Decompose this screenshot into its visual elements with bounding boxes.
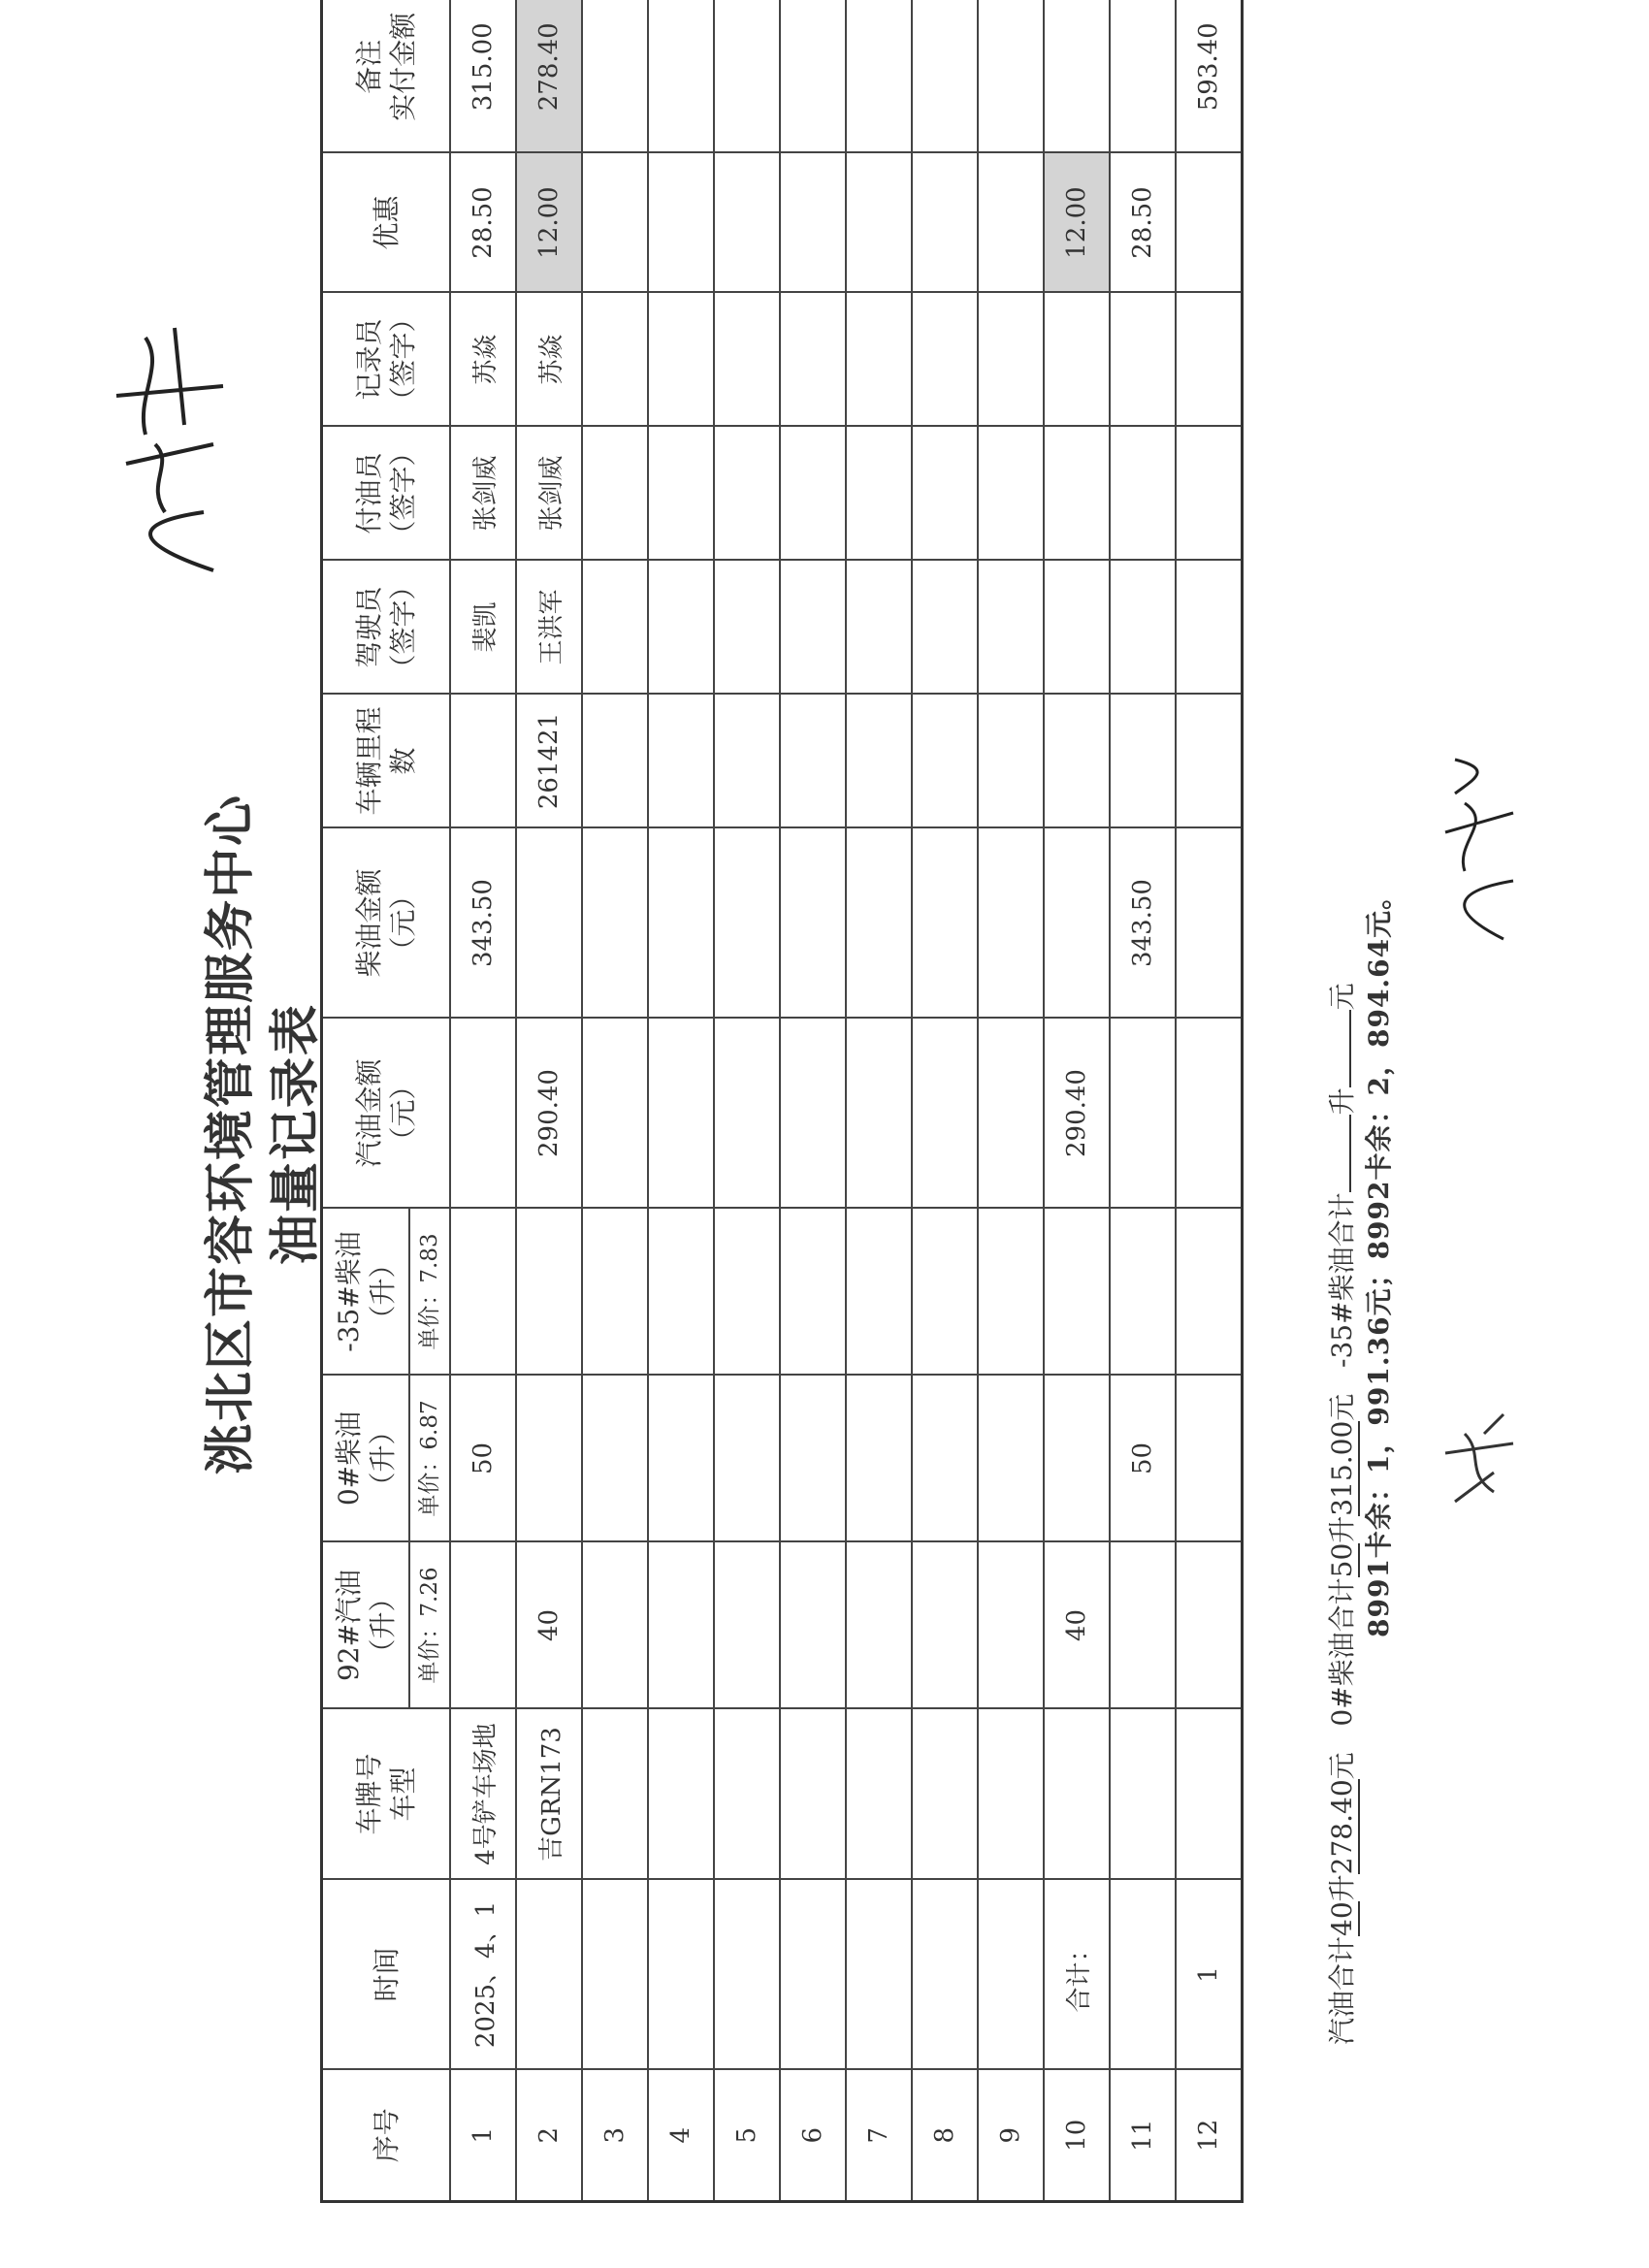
header-remark-label: 备注 实付金额 [353, 12, 419, 121]
cell-gas92 [450, 1542, 516, 1709]
cell-diesel0 [780, 1376, 846, 1542]
cell-driver [1176, 561, 1243, 695]
cell-fueler [582, 427, 648, 561]
cell-diesel0 [714, 1376, 780, 1542]
cell-gas92 [846, 1542, 912, 1709]
cell-diesel-amount [582, 828, 648, 1019]
cell-diesel35 [450, 1209, 516, 1376]
cell-time [714, 1880, 780, 2070]
cell-diesel0: 50 [1110, 1376, 1176, 1542]
cell-fueler [978, 427, 1044, 561]
cell-diesel-amount: 343.50 [450, 828, 516, 1019]
header-gas-amount-label: 汽油金额 （元） [353, 1058, 419, 1168]
table-row [516, 0, 582, 2202]
cell-plate [1176, 1709, 1243, 1880]
signature-bottom-right [1436, 755, 1523, 949]
cell-plate: 吉GRN173 [516, 1709, 582, 1880]
cell-driver [1110, 561, 1176, 695]
cell-fueler [1176, 427, 1243, 561]
cell-diesel35 [1176, 1209, 1243, 1376]
cell-remark [648, 0, 714, 153]
cell-discount: 12.00 [516, 153, 582, 293]
cell-recorder [714, 293, 780, 427]
cell-time [516, 1880, 582, 2070]
cell-recorder: 苏焱 [450, 293, 516, 427]
cell-gas-amount [780, 1019, 846, 1209]
cell-mileage [648, 695, 714, 828]
cell-diesel35 [912, 1209, 978, 1376]
cell-remark: 593.40 [1176, 0, 1243, 153]
cell-time [978, 1880, 1044, 2070]
org-title: 洮北区市容环境管理服务中心 [201, 794, 260, 1475]
cell-diesel-amount [978, 828, 1044, 1019]
cell-plate [780, 1709, 846, 1880]
cell-diesel-amount [1044, 828, 1110, 1019]
cell-plate [1044, 1709, 1110, 1880]
cell-gas92 [780, 1542, 846, 1709]
cell-plate [582, 1709, 648, 1880]
cell-diesel35 [516, 1209, 582, 1376]
footer-d0-yuan: 元 [1326, 1393, 1358, 1421]
header-time: 时间 [322, 1880, 451, 2070]
cell-recorder: 苏焱 [516, 293, 582, 427]
cell-diesel-amount [714, 828, 780, 1019]
cell-diesel35 [846, 1209, 912, 1376]
table-row [780, 0, 846, 2202]
cell-remark [1044, 0, 1110, 153]
cell-diesel35 [1110, 1209, 1176, 1376]
cell-diesel35 [714, 1209, 780, 1376]
cell-gas-amount [912, 1019, 978, 1209]
cell-driver [648, 561, 714, 695]
cell-plate [714, 1709, 780, 1880]
cell-discount [780, 153, 846, 293]
cell-gas-amount [978, 1019, 1044, 1209]
cell-gas92: 40 [1044, 1542, 1110, 1709]
cell-driver [978, 561, 1044, 695]
cell-seq: 8 [912, 2070, 978, 2202]
cell-gas-amount [846, 1019, 912, 1209]
footer-d0-label: 0#柴油合计 [1326, 1577, 1358, 1727]
cell-gas92 [714, 1542, 780, 1709]
cell-diesel-amount [912, 828, 978, 1019]
cell-diesel-amount [516, 828, 582, 1019]
cell-diesel-amount: 343.50 [1110, 828, 1176, 1019]
cell-time [780, 1880, 846, 2070]
cell-mileage [846, 695, 912, 828]
cell-mileage [1110, 695, 1176, 828]
cell-diesel0 [1176, 1376, 1243, 1542]
cell-diesel35 [582, 1209, 648, 1376]
fuel-record-table [320, 0, 1244, 2203]
cell-discount [1176, 153, 1243, 293]
cell-diesel-amount [846, 828, 912, 1019]
cell-remark [714, 0, 780, 153]
cell-gas-amount [582, 1019, 648, 1209]
cell-gas-amount [714, 1019, 780, 1209]
cell-discount [912, 153, 978, 293]
cell-diesel0 [516, 1376, 582, 1542]
cell-seq: 7 [846, 2070, 912, 2202]
cell-driver [582, 561, 648, 695]
table-row [450, 0, 516, 2202]
cell-diesel-amount [780, 828, 846, 1019]
cell-remark: 315.00 [450, 0, 516, 153]
cell-recorder [648, 293, 714, 427]
cell-diesel0 [648, 1376, 714, 1542]
cell-recorder [780, 293, 846, 427]
cell-driver [780, 561, 846, 695]
footer-d0-unit: 升 [1326, 1515, 1358, 1543]
header-diesel35-label: -35#柴油 （升） [333, 1231, 399, 1352]
cell-fueler [780, 427, 846, 561]
table-row [846, 0, 912, 2202]
cell-time [1110, 1880, 1176, 2070]
cell-driver [846, 561, 912, 695]
cell-gas-amount [450, 1019, 516, 1209]
table-row [1176, 0, 1243, 2202]
cell-seq: 3 [582, 2070, 648, 2202]
cell-fueler: 张剑威 [516, 427, 582, 561]
header-plate-label: 车牌号 车型 [353, 1753, 419, 1835]
cell-mileage [912, 695, 978, 828]
cell-fueler [912, 427, 978, 561]
cell-recorder [1044, 293, 1110, 427]
header-gas92-label: 92#汽油 （升） [333, 1569, 399, 1682]
cell-time [648, 1880, 714, 2070]
header-driver-label: 驾驶员 （签字） [353, 572, 419, 682]
cell-diesel0 [912, 1376, 978, 1542]
cell-remark [1110, 0, 1176, 153]
cell-mileage [978, 695, 1044, 828]
cell-diesel35 [1044, 1209, 1110, 1376]
cell-plate: 4号铲车场地 [450, 1709, 516, 1880]
cell-discount [846, 153, 912, 293]
cell-diesel0 [846, 1376, 912, 1542]
price-gas92: 单价：7.26 [409, 1542, 450, 1709]
footer-d35-liters-blank [1349, 1115, 1351, 1192]
cell-discount: 28.50 [450, 153, 516, 293]
cell-fueler [648, 427, 714, 561]
cell-diesel-amount [1176, 828, 1243, 1019]
cell-mileage [450, 695, 516, 828]
cell-seq: 2 [516, 2070, 582, 2202]
cell-recorder [846, 293, 912, 427]
cell-fueler: 张剑威 [450, 427, 516, 561]
cell-mileage [1176, 695, 1243, 828]
cell-driver [912, 561, 978, 695]
header-diesel-amount [322, 828, 451, 1019]
cell-fueler [714, 427, 780, 561]
cell-driver [714, 561, 780, 695]
cell-gas92 [648, 1542, 714, 1709]
cell-seq: 9 [978, 2070, 1044, 2202]
cell-driver: 王洪军 [516, 561, 582, 695]
footer-d35-amount-blank [1349, 1010, 1351, 1087]
table-row [582, 0, 648, 2202]
cell-seq: 10 [1044, 2070, 1110, 2202]
price-diesel35: 单价：7.83 [409, 1209, 450, 1376]
table-row [978, 0, 1044, 2202]
footer-gas-liters: 40 [1326, 1901, 1358, 1936]
cell-mileage [780, 695, 846, 828]
cell-diesel35 [648, 1209, 714, 1376]
cell-gas-amount [648, 1019, 714, 1209]
header-seq: 序号 [322, 2070, 451, 2202]
cell-diesel35 [978, 1209, 1044, 1376]
footer-gas-unit: 升 [1326, 1874, 1358, 1902]
header-recorder-label: 记录员 （签字） [353, 305, 419, 414]
cell-driver: 裴凯 [450, 561, 516, 695]
cell-mileage: 261421 [516, 695, 582, 828]
cell-gas92: 40 [516, 1542, 582, 1709]
cell-gas-amount [1176, 1019, 1243, 1209]
header-mileage [322, 695, 451, 828]
footer-balance: 8991卡余：1，991.36元；8992卡余：2，894.64元。 [1363, 881, 1395, 1637]
header-diesel-amount-label: 柴油金额 （元） [353, 868, 419, 978]
cell-gas-amount: 290.40 [516, 1019, 582, 1209]
footer-totals [1321, 983, 1360, 2045]
cell-seq: 1 [450, 2070, 516, 2202]
cell-mileage [714, 695, 780, 828]
cell-plate [912, 1709, 978, 1880]
cell-discount [978, 153, 1044, 293]
cell-plate [846, 1709, 912, 1880]
cell-remark: 278.40 [516, 0, 582, 153]
signature-top [107, 308, 233, 580]
cell-diesel0 [1044, 1376, 1110, 1542]
cell-seq: 12 [1176, 2070, 1243, 2202]
table-row [714, 0, 780, 2202]
cell-remark [582, 0, 648, 153]
cell-plate [978, 1709, 1044, 1880]
cell-fueler [1110, 427, 1176, 561]
table-row [912, 0, 978, 2202]
form-title: 油量记录表 [266, 1003, 325, 1266]
footer-d0-amount: 315.00 [1326, 1420, 1358, 1516]
cell-remark [846, 0, 912, 153]
footer-d35-unit: 升 [1326, 1087, 1358, 1116]
header-diesel0-label: 0#柴油 （升） [333, 1410, 399, 1507]
cell-diesel0 [978, 1376, 1044, 1542]
cell-gas92 [1176, 1542, 1243, 1709]
cell-diesel0: 50 [450, 1376, 516, 1542]
header-gas92 [322, 1542, 410, 1709]
cell-remark [912, 0, 978, 153]
cell-recorder [912, 293, 978, 427]
cell-seq: 11 [1110, 2070, 1176, 2202]
cell-plate [648, 1709, 714, 1880]
table-row [1110, 0, 1176, 2202]
footer-gas-amount: 278.40 [1326, 1779, 1358, 1875]
cell-time [846, 1880, 912, 2070]
footer-d35-label: -35#柴油合计 [1326, 1192, 1358, 1368]
cell-plate [1110, 1709, 1176, 1880]
header-discount: 优惠 [322, 153, 451, 293]
cell-recorder [1176, 293, 1243, 427]
cell-driver [1044, 561, 1110, 695]
signature-bottom-left [1436, 1405, 1523, 1511]
cell-seq: 6 [780, 2070, 846, 2202]
header-plate [322, 1709, 451, 1880]
cell-diesel0 [582, 1376, 648, 1542]
table-body [450, 0, 1243, 2202]
cell-gas92 [978, 1542, 1044, 1709]
cell-remark [780, 0, 846, 153]
cell-time [582, 1880, 648, 2070]
cell-seq: 4 [648, 2070, 714, 2202]
cell-discount [648, 153, 714, 293]
cell-gas92 [1110, 1542, 1176, 1709]
cell-recorder [978, 293, 1044, 427]
cell-gas92 [912, 1542, 978, 1709]
header-fueler-label: 付油员 （签字） [353, 438, 419, 548]
cell-discount: 28.50 [1110, 153, 1176, 293]
footer-gas-yuan: 元 [1326, 1752, 1358, 1780]
cell-time [912, 1880, 978, 2070]
cell-diesel35 [780, 1209, 846, 1376]
cell-recorder [1110, 293, 1176, 427]
table-row [648, 0, 714, 2202]
cell-time: 1 [1176, 1880, 1243, 2070]
cell-fueler [1044, 427, 1110, 561]
header-diesel35 [322, 1209, 410, 1376]
header-mileage-label: 车辆里程 数 [353, 706, 419, 816]
cell-mileage [1044, 695, 1110, 828]
header-recorder [322, 293, 451, 427]
price-diesel0: 单价：6.87 [409, 1376, 450, 1542]
footer-d0-liters: 50 [1326, 1542, 1358, 1578]
cell-time: 合计： [1044, 1880, 1110, 2070]
header-diesel0 [322, 1376, 410, 1542]
cell-discount: 12.00 [1044, 153, 1110, 293]
cell-gas92 [582, 1542, 648, 1709]
cell-fueler [846, 427, 912, 561]
cell-time: 2025、4、1 [450, 1880, 516, 2070]
cell-recorder [582, 293, 648, 427]
cell-remark [978, 0, 1044, 153]
cell-gas-amount: 290.40 [1044, 1019, 1110, 1209]
header-remark [322, 0, 451, 153]
cell-mileage [582, 695, 648, 828]
header-driver [322, 561, 451, 695]
cell-discount [714, 153, 780, 293]
footer-gas-label: 汽油合计 [1326, 1935, 1358, 2045]
cell-discount [582, 153, 648, 293]
header-gas-amount [322, 1019, 451, 1209]
cell-diesel-amount [648, 828, 714, 1019]
footer-d35-yuan: 元 [1326, 983, 1358, 1011]
header-fueler [322, 427, 451, 561]
cell-seq: 5 [714, 2070, 780, 2202]
cell-gas-amount [1110, 1019, 1176, 1209]
table-row [1044, 0, 1110, 2202]
